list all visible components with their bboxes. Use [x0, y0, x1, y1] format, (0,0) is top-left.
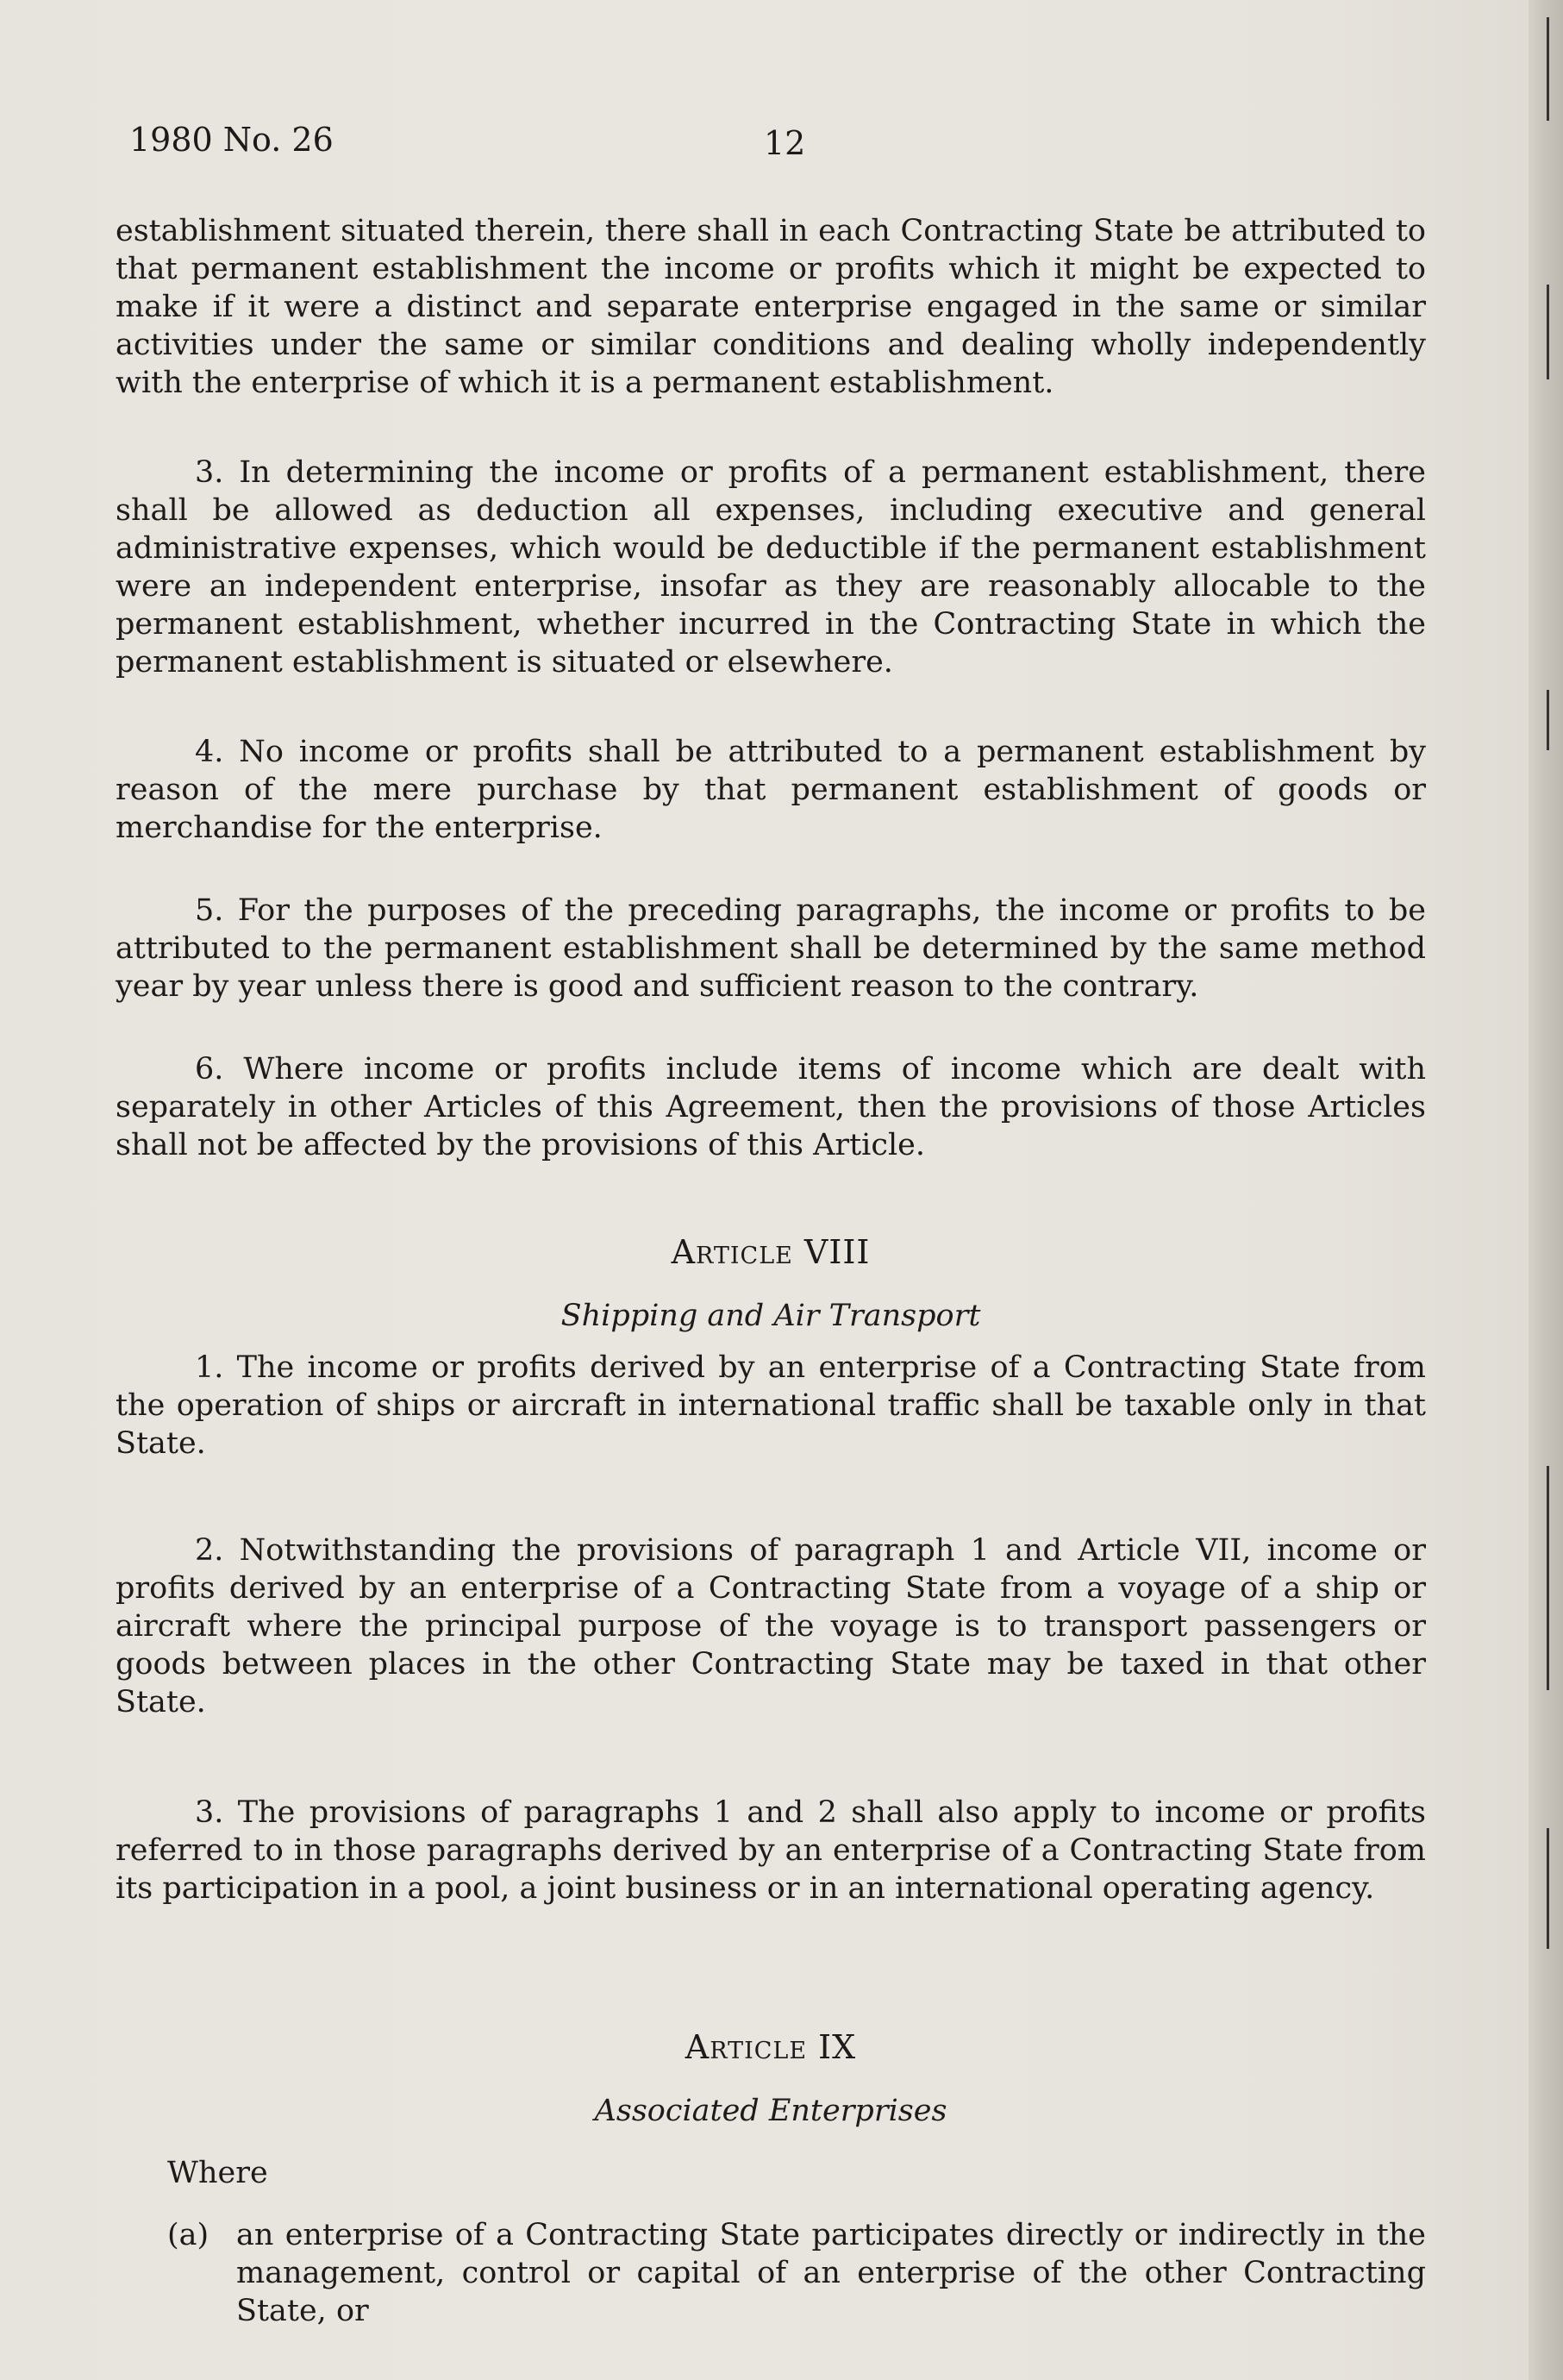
- article-9-intro: Where: [167, 2156, 268, 2190]
- document-reference: 1980 No. 26: [129, 121, 334, 159]
- article-8-paragraph-1: 1. The income or profits derived by an enterprise of a Contracting State from the operation of ships or aircraft in international traffic shall be taxable only in that State.: [116, 1350, 1426, 1461]
- spine-edge-mark: [1547, 690, 1549, 750]
- list-marker: (a): [167, 2218, 209, 2252]
- article-8-paragraph-2: 2. Notwithstanding the provisions of paragraph 1 and Article VII, income or profits derived by an enterprise of a Contracting State from a voyage of a ship or aircraft where the principal purpose of the voyage is to transport passengers or goods between places in the other Contracting State may be taxed in that other State.: [116, 1533, 1426, 1719]
- spine-edge-mark: [1547, 1466, 1549, 1690]
- list-item: [116, 2216, 1426, 2330]
- paragraph-3: 3. In determining the income or profits of a permanent establishment, there shall be allowed as deduction all expenses, including executive and general administrative expenses, which would be deductible if the permanent establishment were an independent enterprise, insofar as they are reasonably allocable to the permanent establishment, whether incurred in the Contracting State in which the permanent establishment is situated or elsewhere.: [116, 455, 1426, 680]
- spine-edge-mark: [1547, 285, 1549, 379]
- article-8-paragraph-3: 3. The provisions of paragraphs 1 and 2 shall also apply to income or profits referred to in those paragraphs derived by an enterprise of a Contracting State from its participation in a pool, a joint business or in an international operating agency.: [116, 1795, 1426, 1906]
- paragraph-continuation: establishment situated therein, there shall in each Contracting State be attributed to that permanent establishment the income or profits which it might be expected to make if it were a distinct and separate enterprise engaged in the same or similar activities under the same or similar conditions and dealing wholly independently with the enterprise of which it is a permanent establishment.: [116, 214, 1426, 400]
- paragraph-4: 4. No income or profits shall be attributed to a permanent establishment by reason of the mere purchase by that permanent establishment of goods or merchandise for the enterprise.: [116, 735, 1426, 845]
- article-9-heading: Article IX: [685, 2028, 857, 2066]
- spine-edge-mark: [1547, 1828, 1549, 1949]
- page-body: [116, 212, 1426, 2330]
- article-8-subheading: Shipping and Air Transport: [560, 1299, 981, 1333]
- page-header: [129, 117, 1422, 169]
- article-9-subheading: Associated Enterprises: [594, 2094, 947, 2128]
- article-8-heading: Article VIII: [671, 1233, 871, 1271]
- spine-edge-mark: [1547, 17, 1549, 121]
- page-number: 12: [764, 124, 806, 162]
- paragraph-6: 6. Where income or profits include items of income which are dealt with separately in other Articles of this Agreement, then the provisions of those Articles shall not be affected by the provisions of this Article.: [116, 1052, 1426, 1162]
- list-item-text: an enterprise of a Contracting State participates directly or indirectly in the management, control or capital of an enterprise of the other Contracting State, or: [236, 2218, 1426, 2328]
- book-spine-edge: [1529, 0, 1563, 2380]
- paragraph-5: 5. For the purposes of the preceding paragraphs, the income or profits to be attributed to the permanent establishment shall be determined by the same method year by year unless there is good and sufficient reason to the contrary.: [116, 893, 1426, 1004]
